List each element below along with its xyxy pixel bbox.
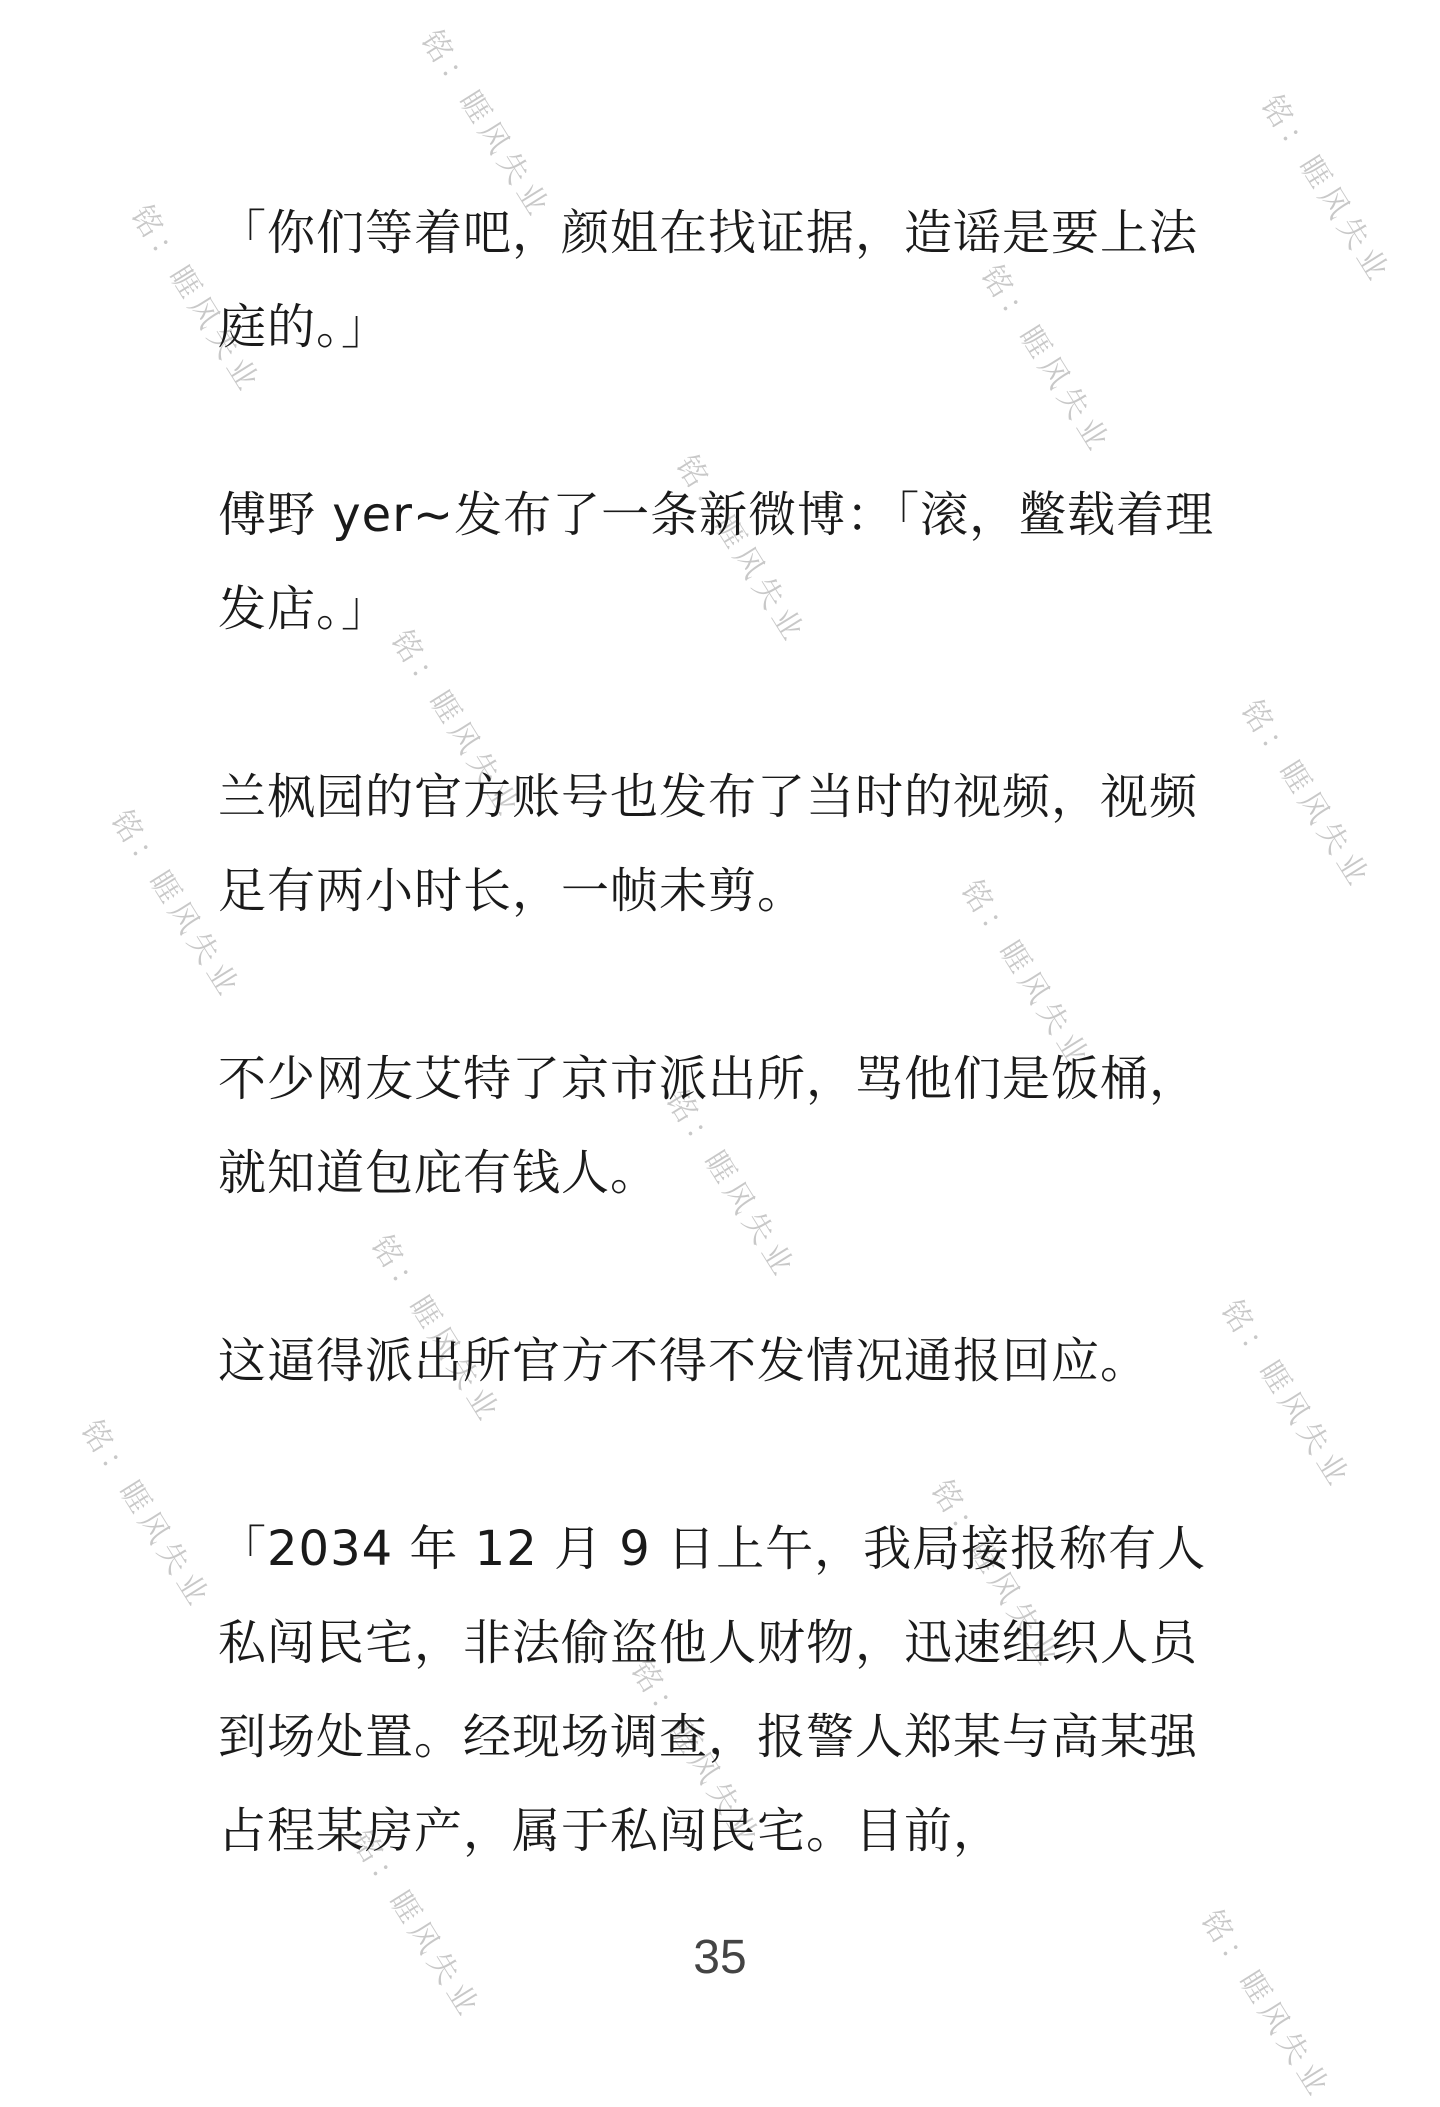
paragraph: 傅野 yer~发布了一条新微博：「滚，鳖载着理发店。」 — [218, 487, 1215, 637]
watermark: 铭：睚风失业 — [103, 804, 248, 1006]
paragraph: 「你们等着吧，颜姐在找证据，造谣是要上法庭的。」 — [218, 205, 1199, 355]
watermark: 铭：睚风失业 — [923, 1474, 1068, 1676]
paragraph: 「2034 年 12 月 9 日上午，我局接报称有人私闯民宅，非法偷盗他人财物，迅速组织人员到场处置。经现场调查，报警人郑某与高某强占程某房产，属于私闯民宅。目前， — [218, 1521, 1207, 1859]
watermark: 铭：睚风失业 — [343, 1824, 488, 2026]
watermark: 铭：睚风失业 — [973, 259, 1118, 461]
document-body — [218, 186, 1238, 1878]
watermark: 铭：睚风失业 — [1193, 1904, 1338, 2106]
watermark: 铭：睚风失业 — [363, 1229, 508, 1431]
watermark: 铭：睚风失业 — [123, 199, 268, 401]
watermark: 铭：睚风失业 — [383, 624, 528, 826]
watermark: 铭：睚风失业 — [658, 1084, 803, 1286]
watermark: 铭：睚风失业 — [1233, 694, 1378, 896]
watermark: 铭：睚风失业 — [413, 24, 558, 226]
paragraph: 不少网友艾特了京市派出所，骂他们是饭桶，就知道包庇有钱人。 — [218, 1051, 1199, 1201]
watermark: 铭：睚风失业 — [1253, 89, 1398, 291]
watermark: 铭：睚风失业 — [668, 449, 813, 651]
paragraph: 这逼得派出所官方不得不发情况通报回应。 — [218, 1333, 1150, 1389]
paragraph: 兰枫园的官方账号也发布了当时的视频，视频足有两小时长，一帧未剪。 — [218, 769, 1199, 919]
watermark: 铭：睚风失业 — [1213, 1294, 1358, 1496]
watermark: 铭：睚风失业 — [73, 1414, 218, 1616]
watermark: 铭：睚风失业 — [953, 874, 1098, 1076]
page-number: 35 — [693, 1931, 747, 1984]
watermark: 铭：睚风失业 — [623, 1654, 768, 1856]
